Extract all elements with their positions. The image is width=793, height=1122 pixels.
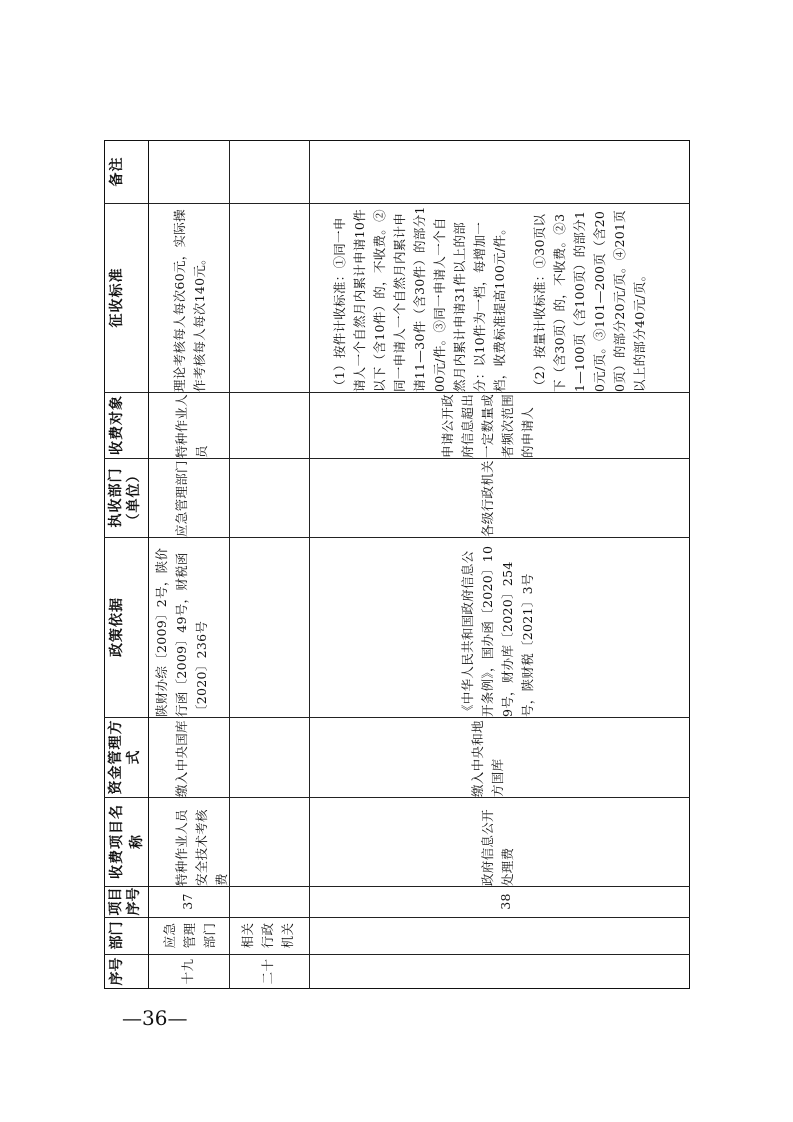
row19-seq: 十九 [180, 958, 195, 985]
row38-standard-part2: （2）按量计收标准：①30页以下（含30页）的，不收费。②31—100页（含100页）的部分10元/页。③101—200页（含200页）的部分20元/页。④201页以上的部分40元/页。 [532, 209, 647, 392]
row-divider-1 [229, 140, 230, 989]
row38-standard-part1: （1）按件计收标准：①同一申请人一个自然月内累计申请10件以下（含10件）的，不收费。②同一申请人一个自然月内累计申请11—30件（含30件）的部分100元/件。③同一申请人一个自然月内累计申请31件以上的部分：以10件为一档，每增加一档，收费标准提高100元/件。 [332, 206, 507, 392]
header-seq: 序号 [109, 957, 125, 986]
row19-item-name: 特种作业人员安全技术考核费 [174, 809, 229, 886]
header-dept: 部门 [109, 921, 125, 950]
row-divider-2 [309, 140, 310, 989]
row19-payer: 特种作业人员 [174, 393, 209, 458]
row20-dept: 相关行政机关 [240, 922, 295, 949]
header-collector: 执收部门（单位） [108, 467, 142, 528]
divider-payer [104, 458, 690, 459]
row38-policy: 《中华人民共和国政府信息公开条例》，国办函〔2020〕109号，财办库〔2020〕254号，陕财税〔2021〕3号 [460, 545, 535, 717]
header-remark: 备注 [109, 156, 125, 187]
row19-item-no: 37 [180, 893, 195, 910]
row38-payer: 申请公开政府信息超出一定数量或者频次范围的申请人 [440, 393, 535, 458]
row19-fund-mgmt: 缴入中央国库 [174, 720, 189, 797]
row38-item-no: 38 [498, 893, 513, 910]
row38-fund-mgmt: 缴入中央和地方国库 [470, 720, 505, 797]
header-policy: 政策依据 [109, 597, 125, 657]
page-number: —36— [122, 1006, 188, 1030]
row19-policy: 陕财办综〔2009〕2号，陕价行函〔2009〕49号，财税函〔2020〕236号 [154, 547, 209, 717]
row38-collector: 各级行政机关 [480, 460, 495, 537]
divider-fund [104, 797, 690, 798]
divider-standard [104, 392, 690, 393]
header-row-divider [148, 140, 149, 989]
divider-remark [104, 203, 690, 204]
header-fund-mgmt: 资金管理方式 [108, 719, 142, 795]
header-standard: 征收标准 [109, 267, 125, 328]
row19-dept: 应急管理部门 [162, 922, 217, 949]
row38-item-name: 政府信息公开处理费 [480, 809, 515, 886]
header-payer: 收费对象 [109, 395, 125, 455]
header-item-no: 项目序号 [108, 887, 142, 916]
row19-standard: 理论考核每人每次60元，实际操作考核每人每次140元。 [172, 209, 207, 392]
divider-collector [104, 537, 690, 538]
header-item-name: 收费项目名称 [109, 804, 145, 879]
row19-collector: 应急管理部门 [174, 460, 189, 537]
divider-policy [104, 717, 690, 718]
row20-seq: 二十 [260, 958, 275, 985]
